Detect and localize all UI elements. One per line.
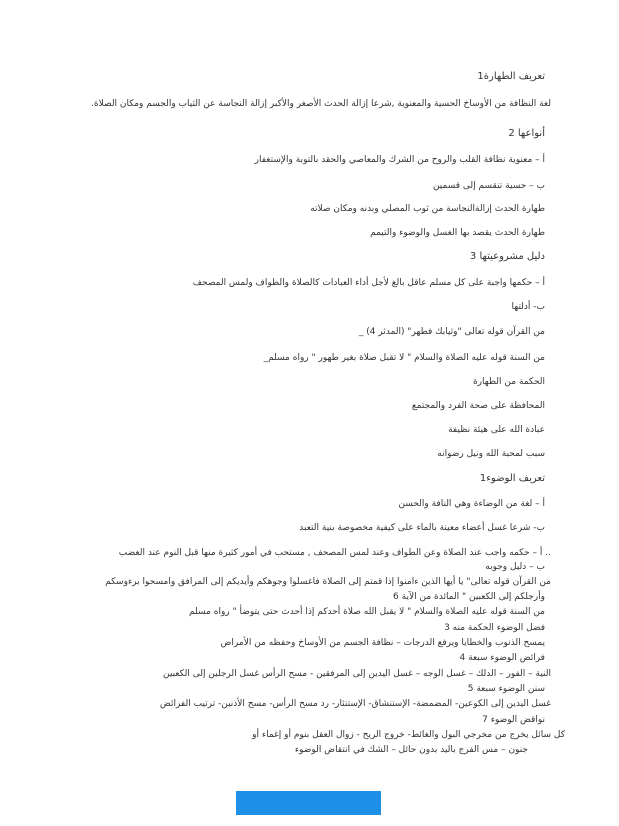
ablution-obligations-heading: فرائض الوضوء سبعة 4 <box>459 653 545 663</box>
heading-purification-definition: تعريف الطهارة1 <box>477 71 545 82</box>
ablution-nullifiers-list: كل سائل يخرج من مخرجي البول والغائط- خروج الريح - زوال العقل بنوم أو إغماء أو <box>252 730 565 740</box>
ablution-legal: ب- شرعا غسل أعضاء معينة بالماء على كيفية مخصوصة بنية التعبد <box>299 523 545 533</box>
ablution-sunnah-evidence: من السنة قوله عليه الصلاة والسلام " لا يقبل الله صلاة أحدكم إذا أحدث حتى يتوضأ " رواه مسلم <box>189 607 545 617</box>
ablution-sunnahs-heading: سنن الوضوء سبعة 5 <box>467 684 545 694</box>
wisdom-item-1: المحافظة على صحة الفرد والمجتمع <box>411 401 545 411</box>
heading-purification-types: أنواعها 2 <box>508 128 545 139</box>
wisdom-heading: الحكمة من الطهارة <box>472 377 545 387</box>
ablution-nullifiers-heading: نواقض الوضوء 7 <box>482 715 545 725</box>
ablution-ruling: .. أ – حكمه واجب عند الصلاة وعن الطواف وعند لمس المصحف , مستحب في أمور كثيرة منها قبل النوم عند الغضب <box>118 548 551 558</box>
wisdom-item-3: سبب لمحبة الله ونيل رضوانه <box>437 449 545 459</box>
ablution-obligations-list: النية – الفور – الدلك – غسل الوجه – غسل اليدين إلى المرفقين - مسح الرأس غسل الرجلين إلى الكعبين <box>163 669 551 679</box>
ablution-linguistic: أ – لغة من الوضاءة وهي النافة والحسن <box>398 499 545 509</box>
evidence-heading: ب- أدلتها <box>511 302 545 312</box>
sunnah-evidence: من السنة قوله عليه الصلاة والسلام " لا تقبل صلاة بغير طهور " رواه مسلم_ <box>263 353 545 363</box>
purification-definition-text: لغة النظافة من الأوساخ الحسية والمعنوية ,شرعا إزالة الحدث الأصغر والأكبر إزالة النجاسة عن الثياب والجسم ومكان الصلاة. <box>91 99 551 109</box>
ablution-nullifiers-list-cont: جنون – مس الفرج باليد بدون حائل – الشك في انتقاض الوضوء <box>294 745 528 755</box>
ablution-virtue-text: يمسح الذنوب والخطايا ويرفع الدرجات – نظافة الجسم من الأوساخ وحفظه من الأمراض <box>220 638 545 648</box>
physical-type-2: طهارة الحدث يقصد بها الغسل والوضوء والتيمم <box>370 228 545 238</box>
blue-footer-bar <box>236 791 381 815</box>
ablution-sunnahs-list: غسل اليدين إلى الكوعين- المضمضة- الإستنشاق- الإستنثار- رد مسح الرأس- مسح الأذنين- ترتيب الفرائض <box>159 699 551 709</box>
quran-evidence: من القرآن قوله تعالى "وثيابك فطهر" (المدثر 4) _ <box>358 327 545 337</box>
heading-ablution-definition: تعريف الوضوء1 <box>479 473 545 484</box>
ablution-quran-evidence: من القرآن قوله تعالى" يا أيها الذين ءامنوا إذا قمتم إلى الصلاة فاغسلوا وجوهكم وأيديكم إلى المرافق وامسحوا برءوسكم <box>105 577 551 587</box>
heading-legitimacy: دليل مشروعيتها 3 <box>469 251 545 262</box>
physical-type-1: طهارة الحدث إزالةالنجاسة من ثوب المصلي وبدنه ومكان صلاته <box>310 204 545 214</box>
type-physical: ب – حسية تنقسم إلى قسمين <box>432 181 545 191</box>
ablution-virtue-heading: فضل الوضوء الحكمة منه 3 <box>444 623 545 633</box>
ablution-evidence-heading: ب – دليل وجوبه <box>485 562 545 572</box>
wisdom-item-2: عبادة الله على هيئة نظيفة <box>448 425 545 435</box>
ruling-text: أ – حكمها واجبة على كل مسلم عاقل بالغ لأجل أداء العبادات كالصلاة والطواف ولمس المصحف <box>192 278 545 288</box>
ablution-quran-evidence-cont: وأرجلكم إلى الكعبين " المائدة من الآية 6 <box>393 592 545 602</box>
type-spiritual: أ – معنوية نظافة القلب والروح من الشرك والمعاصي والحقد بالتوبة والإستغفار <box>254 155 545 165</box>
